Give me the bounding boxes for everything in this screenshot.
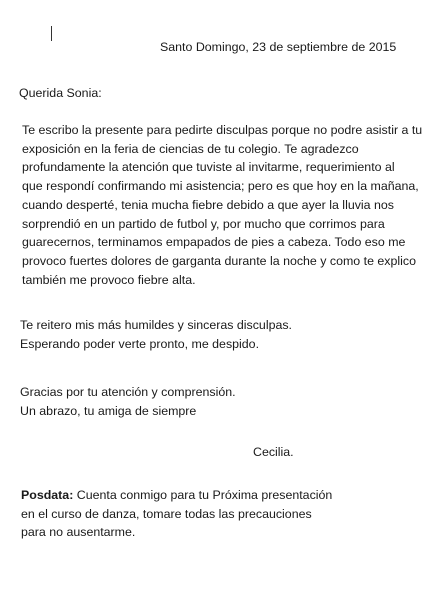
apology-line: Esperando poder verte pronto, me despido. bbox=[20, 337, 260, 351]
greeting: Querida Sonia: bbox=[19, 86, 102, 100]
body-line: provoco fuertes dolores de garganta durante la noche y como te explico bbox=[22, 253, 416, 268]
body-line: profundamente la atención que tuviste al invitarme, requerimiento al bbox=[22, 160, 395, 175]
body-line: que respondí confirmando mi asistencia; pero es que hoy en la mañana, bbox=[22, 179, 419, 194]
body-line: sorprendió en un partido de futbol y, por mucho que corrimos para bbox=[22, 216, 385, 231]
text-cursor bbox=[51, 26, 52, 41]
body-line: también me provoco fiebre alta. bbox=[22, 272, 196, 287]
body-line: cuando desperté, tenia mucha fiebre debido a que ayer la lluvia nos bbox=[22, 197, 394, 212]
apology-paragraph bbox=[20, 316, 292, 354]
closing-paragraph bbox=[20, 383, 236, 421]
postscript bbox=[21, 486, 332, 542]
postscript-line: en el curso de danza, tomare todas las precauciones bbox=[21, 506, 312, 521]
body-line: guarecernos, terminamos empapados de pies a cabeza. Todo eso me bbox=[22, 235, 406, 250]
postscript-label: Posdata: bbox=[21, 488, 74, 502]
closing-line: Gracias por tu atención y comprensión. bbox=[20, 385, 236, 399]
postscript-text: Cuenta conmigo para tu Próxima presentación bbox=[73, 488, 333, 502]
date-line: Santo Domingo, 23 de septiembre de 2015 bbox=[160, 40, 397, 54]
body-paragraph bbox=[22, 121, 422, 289]
body-line: Te escribo la presente para pedirte disculpas porque no podre asistir a tu bbox=[22, 123, 423, 137]
body-line: exposición en la feria de ciencias de tu colegio. Te agradezco bbox=[22, 141, 359, 156]
postscript-line bbox=[21, 486, 332, 505]
apology-line: Te reitero mis más humildes y sinceras disculpas. bbox=[20, 318, 293, 332]
postscript-line: para no ausentarme. bbox=[21, 525, 136, 539]
signature: Cecilia. bbox=[253, 445, 294, 459]
closing-line: Un abrazo, tu amiga de siempre bbox=[20, 404, 197, 418]
